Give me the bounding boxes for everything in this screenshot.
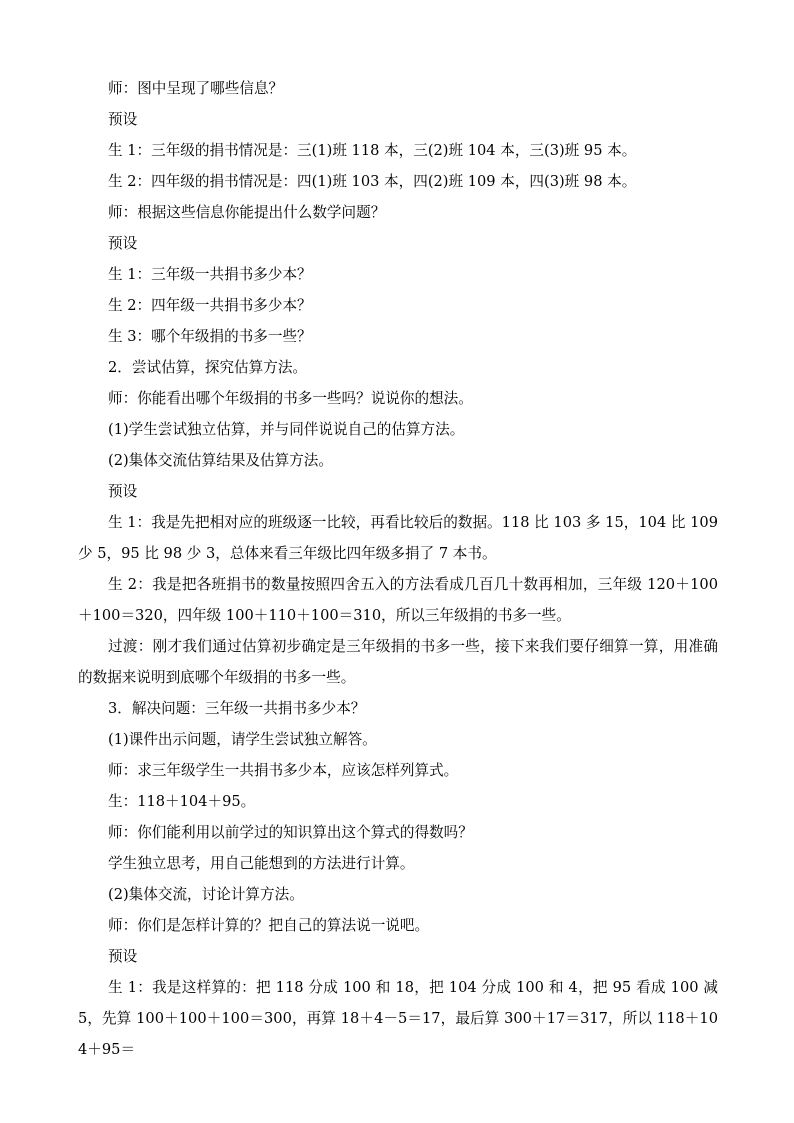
paragraph-step-1-problem: (1)课件出示问题，请学生尝试独立解答。 (108, 731, 377, 748)
paragraph-student-equation: 生：118＋104＋95。 (108, 793, 256, 810)
paragraph-section-2-heading: 2．尝试估算，探究估算方法。 (108, 359, 308, 376)
paragraph-teacher-prompt-compare: 师：你能看出哪个年级捐的书多一些吗？说说你的想法。 (108, 390, 473, 407)
paragraph-teacher-explain: 师：你们是怎样计算的？把自己的算法说一说吧。 (108, 917, 430, 934)
paragraph-student-think: 学生独立思考，用自己能想到的方法进行计算。 (108, 855, 415, 872)
paragraph-teacher-equation: 师：求三年级学生一共捐书多少本，应该怎样列算式。 (108, 762, 459, 779)
document-body (78, 73, 718, 1065)
paragraph-student1-question: 生 1：三年级一共捐书多少本？ (108, 266, 312, 283)
paragraph-transition: 过渡：刚才我们通过估算初步确定是三年级捐的书多一些，接下来我们要仔细算一算，用准确的数据来说明到底哪个年级捐的书多一些。 (78, 638, 718, 686)
paragraph-step-2-discuss: (2)集体交流，讨论计算方法。 (108, 886, 304, 903)
paragraph-student2-grade4: 生 2：四年级的捐书情况是：四(1)班 103 本，四(2)班 109 本，四(3)班 98 本。 (108, 173, 637, 190)
paragraph-step-2-share: (2)集体交流估算结果及估算方法。 (108, 452, 333, 469)
paragraph-student1-grade3: 生 1：三年级的捐书情况是：三(1)班 118 本，三(2)班 104 本，三(3)班 95 本。 (108, 142, 637, 159)
paragraph-step-1-estimate: (1)学生尝试独立估算，并与同伴说说自己的估算方法。 (108, 421, 465, 438)
paragraph-teacher-question-info: 师：图中呈现了哪些信息？ (108, 80, 284, 97)
paragraph-preset: 预设 (108, 483, 138, 500)
paragraph-preset: 预设 (108, 948, 138, 965)
paragraph-teacher-question-math: 师：根据这些信息你能提出什么数学问题？ (108, 204, 386, 221)
paragraph-preset: 预设 (108, 111, 138, 128)
paragraph-teacher-compute: 师：你们能利用以前学过的知识算出这个算式的得数吗？ (108, 824, 473, 841)
paragraph-student1-calculation: 生 1：我是这样算的：把 118 分成 100 和 18，把 104 分成 100 和 4，把 95 看成 100 减 5，先算 100＋100＋100＝300，再算 18＋4－5＝17，最后算 300＋17＝317，所以 118＋104＋95＝ (78, 979, 718, 1058)
paragraph-student3-question: 生 3：哪个年级捐的书多一些？ (108, 328, 312, 345)
paragraph-student2-method: 生 2：我是把各班捐书的数量按照四舍五入的方法看成几百几十数再相加，三年级 120＋100＋100＝320，四年级 100＋110＋100＝310，所以三年级捐的书多一些。 (78, 576, 718, 624)
paragraph-section-3-heading: 3．解决问题：三年级一共捐书多少本？ (108, 700, 366, 717)
paragraph-student2-question: 生 2：四年级一共捐书多少本？ (108, 297, 312, 314)
paragraph-student1-method: 生 1：我是先把相对应的班级逐一比较，再看比较后的数据。118 比 103 多 15，104 比 109 少 5，95 比 98 少 3，总体来看三年级比四年级多捐了 7 本书。 (78, 514, 718, 562)
paragraph-preset: 预设 (108, 235, 138, 252)
